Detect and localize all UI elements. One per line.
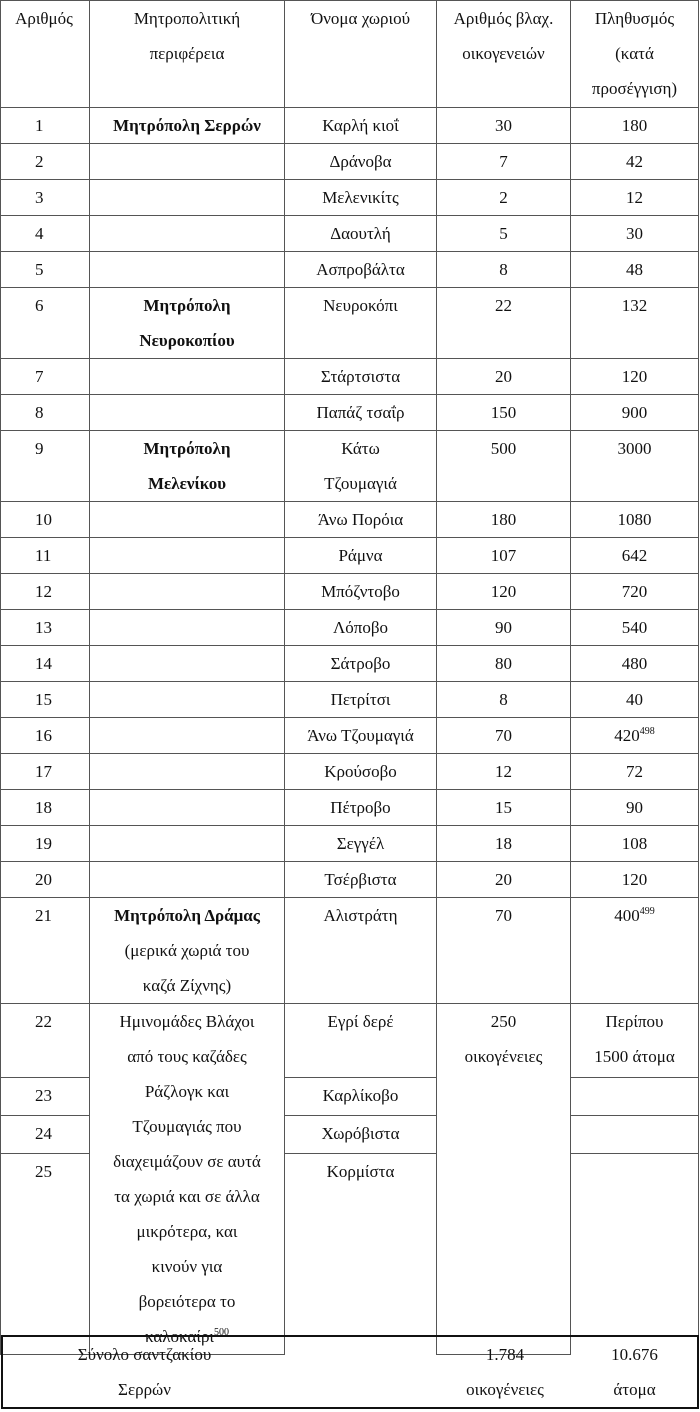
table-row: 24 Χωρόβιστα <box>1 1116 699 1154</box>
total-label: Σύνολο σαντζακίου Σερρών <box>77 1345 212 1399</box>
table-row: 19 Σεγγέλ 18 108 <box>1 826 699 862</box>
total-row <box>1 1335 699 1409</box>
table-row: 7 Στάρτσιστα 20 120 <box>1 359 699 395</box>
table-row: 14 Σάτροβο 80 480 <box>1 646 699 682</box>
table-row: 13 Λόποβο 90 540 <box>1 610 699 646</box>
table-row: 15 Πετρίτσι 8 40 <box>1 682 699 718</box>
table-row: 20 Τσέρβιστα 20 120 <box>1 862 699 898</box>
table-row: 4 Δαουτλή 5 30 <box>1 216 699 252</box>
metropolis-cell: Μητρόπολη Νευροκοπίου <box>90 288 285 359</box>
table-row: 25 Κορμίστα <box>1 1154 699 1355</box>
metropolis-cell: Μητρόπολη Δράμας (μερικά χωριά του καζά Ζίχνης) <box>90 898 285 1004</box>
table-row: 8 Παπάζ τσαΐρ 150 900 <box>1 395 699 431</box>
metropolis-cell: Μητρόπολη Σερρών <box>90 108 285 144</box>
metropolis-cell: Ημινομάδες Βλάχοι από τους καζάδες Ράζλογκ και Τζουμαγιάς που διαχειμάζουν σε αυτά τα χωριά και σε άλλα μικρότερα, και κινούν για βορειότερα το καλοκαίρι$^{500}$ <box>90 1004 285 1355</box>
table-row: 18 Πέτροβο 15 90 <box>1 790 699 826</box>
metropolis-cell: Μητρόπολη Μελενίκου <box>90 431 285 502</box>
header-population: Πληθυσμός (κατά προσέγγιση) <box>571 1 699 108</box>
table-row: 21 Μητρόπολη Δράμας (μερικά χωριά του καζά Ζίχνης) Αλιστράτη 70 $400^{499}$ <box>1 898 699 1004</box>
header-village: Όνομα χωριού <box>285 1 437 108</box>
header-metropolis: Μητροπολιτική περιφέρεια <box>90 1 285 108</box>
table-row: 16 Άνω Τζουμαγιά 70 $420^{498}$ <box>1 718 699 754</box>
table-row: 12 Μπόζντοβο 120 720 <box>1 574 699 610</box>
total-population: 10.676 άτομα <box>611 1345 658 1399</box>
table-row: 23 Καρλίκοβο <box>1 1078 699 1116</box>
table-row: 6 Μητρόπολη Νευροκοπίου Νευροκόπι 22 132 <box>1 288 699 359</box>
table-row: 22 Ημινομάδες Βλάχοι από τους καζάδες Ράζλογκ και Τζουμαγιάς που διαχειμάζουν σε αυτά τα χωριά και σε άλλα μικρότερα, και κινούν για βορειότερα το καλοκαίρι$^{500}$ Εγρί δερέ 250 οικογένειες Περίπου 1500 άτομα <box>1 1004 699 1078</box>
header-row <box>1 1 699 108</box>
footnote-ref: 498 <box>639 726 655 737</box>
header-families: Αριθμός βλαχ. οικογενειών <box>437 1 571 108</box>
table-row: 1 Μητρόπολη Σερρών Καρλή κιοΐ 30 180 <box>1 108 699 144</box>
footnote-ref: 499 <box>639 906 655 917</box>
header-number: Αριθμός <box>1 1 90 108</box>
table-row: 5 Ασπροβάλτα 8 48 <box>1 252 699 288</box>
table-row: 10 Άνω Πορόια 180 1080 <box>1 502 699 538</box>
table-row: 9 Μητρόπολη Μελενίκου Κάτω Τζουμαγιά 500 3000 <box>1 431 699 502</box>
table-row: 2 Δράνοβα 7 42 <box>1 144 699 180</box>
table-row: 3 Μελενικίτς 2 12 <box>1 180 699 216</box>
table-row: 11 Ράμνα 107 642 <box>1 538 699 574</box>
total-families: 1.784 οικογένειες <box>466 1345 544 1399</box>
table-row: 17 Κρούσοβο 12 72 <box>1 754 699 790</box>
footnote-ref: 500 <box>214 1327 230 1338</box>
